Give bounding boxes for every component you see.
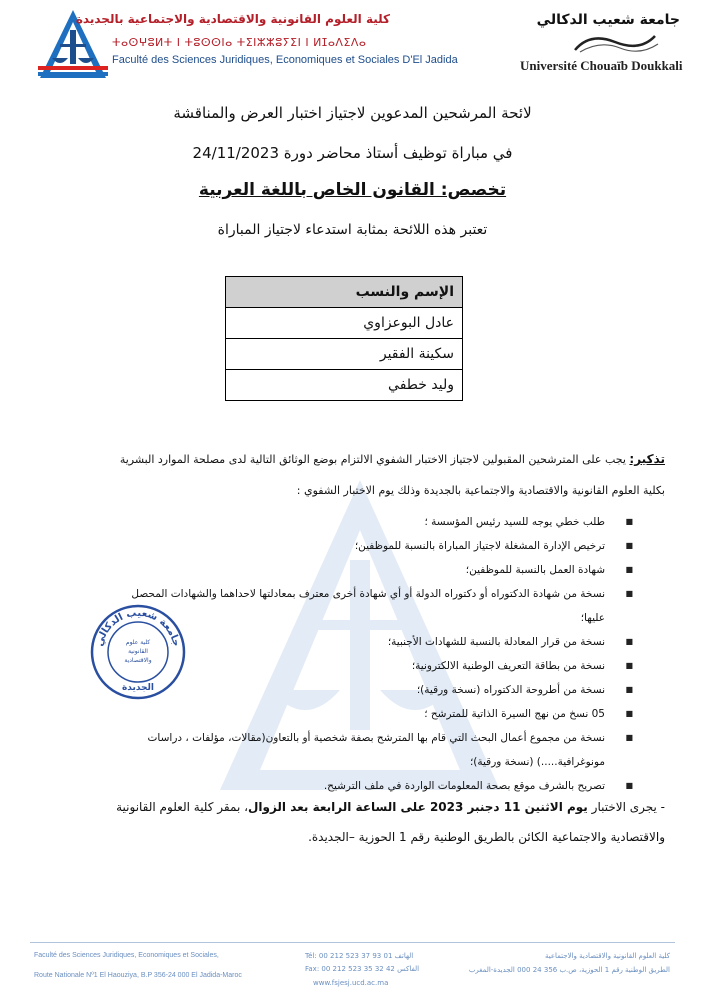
exam-date-line [35,800,665,814]
candidate-name: عادل البوعزاوي [226,308,463,339]
official-stamp [88,602,188,702]
exam-location-line: والاقتصادية والاجتماعية الكائن بالطريق الوطنية رقم 1 الحوزية –الجديدة. [308,830,665,844]
faculty-name-ar: كلية العلوم القانونية والاقتصادية والاجتماعية بالجديدة [75,12,390,26]
table-row [226,370,463,401]
list-item: ■ نسخة من بطاقة التعريف الوطنية الالكترونية؛ [35,654,665,678]
footer-address-fr-1: Faculté des Sciences Juridiques, Economiques et Sociales, [34,952,219,959]
list-item: ■ نسخة من أطروحة الدكتوراه (نسخة ورقية)؛ [35,678,665,702]
list-item-text: نسخة من شهادة الدكتوراه أو دكتوراه الدولة أو أي شهادة أخرى معترف بمعادلتها لاحداهما والشهادات المحصل [131,588,605,600]
list-item-continuation: مونوغرافية.....) (نسخة ورقية)؛ [469,756,605,768]
faculty-name-tifinagh: ⵜⴰⵙⵖⵓⵍⵜ ⵏ ⵜⵓⵙⵙⵏⴰ ⵜⵉⵏⵣⵣⵓⵢⵉⵏ ⵏ ⵍⵊⴰⴷⵉⴷⴰ [112,36,367,49]
stamp-ring-text: جامعة شعيب الدكالي [94,607,182,648]
table-row [226,308,463,339]
speciality-title: تخصص: القانون الخاص باللغة العربية [198,180,507,200]
table-header-cell: الإسم والنسب [226,277,463,308]
footer-divider [30,942,675,943]
convocation-note: تعتبر هذه اللائحة بمثابة استدعاء لاجتياز المباراة [217,222,488,238]
reminder-text-1: يجب على المترشحين المقبولين لاجتياز الاختبار الشفوي الالتزام بوضع الوثائق التالية لدى مصلحة الموارد البشرية [119,453,630,466]
list-item: ■ طلب خطي يوجه للسيد رئيس المؤسسة ؛ [35,510,665,534]
reminder-label: تذكير: [629,452,665,466]
list-item: ■ ترخيص الإدارة المشغلة لاجتياز المباراة بالنسبة للموظفين؛ [35,534,665,558]
reminder-line-2: بكلية العلوم القانونية والاقتصادية والاجتماعية بالجديدة وذلك يوم الاختبار الشفوي : [296,484,665,497]
candidates-table [225,276,463,401]
footer-address-ar-2: الطريق الوطنية رقم 1 الحوزية، ص.ب 356 24 000 الجديدة-المغرب [468,966,670,974]
footer-website-link[interactable]: www.fsjesj.ucd.ac.ma [313,979,389,987]
stamp-inner-line: كلية علوم [125,639,151,646]
doc-subtitle: في مباراة توظيف أستاذ محاضر دورة 24/11/2023 [192,144,513,162]
list-item: ■ تصريح بالشرف موقع بصحة المعلومات الواردة في ملف الترشيح. [35,774,665,798]
stamp-inner-line: والاقتصادية [124,657,152,664]
footer-fax: Fax: 00 212 523 35 32 42 الفاكس [305,965,420,973]
stamp-bottom-text: الجديدة [121,683,155,693]
footer-tel: Tél: 00 212 523 37 93 01 الهاتف [305,952,414,960]
university-logo [570,30,660,54]
university-name-fr: Université Chouaïb Doukkali [520,58,683,73]
list-item: ■ شهادة العمل بالنسبة للموظفين؛ [35,558,665,582]
reminder-line-1 [35,452,665,466]
list-item-text: نسخة من مجموع أعمال البحث التي قام بها المترشح بصفة شخصية أو بالتعاون(مقالات، مؤلفات ، دراسات [147,732,605,744]
candidate-name: وليد خطفي [226,370,463,401]
footer-address-ar-1: كلية العلوم القانونية والاقتصادية والاجتماعية [544,952,670,960]
list-item-continuation: عليها؛ [580,612,605,624]
list-item: ■ 05 نسخ من نهج السيرة الذاتية للمترشح ؛ [35,702,665,726]
stamp-inner-line: القانونية [128,648,148,655]
exam-date-bold: يوم الاثنين 11 دجنبر 2023 على الساعة الرابعة بعد الزوال [247,800,588,814]
doc-title: لائحة المرشحين المدعوين لاجتياز اختبار العرض والمناقشة [173,104,532,122]
table-row [226,339,463,370]
exam-date-prefix: - يجرى الاختبار [587,800,665,814]
faculty-name-fr: Faculté des Sciences Juridiques, Economiques et Sociales D'El Jadida [112,54,458,66]
footer-address-fr-2: Route Nationale Nº1 El Haouziya, B.P 356-24 000 El Jadida-Maroc [34,972,242,979]
candidate-name: سكينة الفقير [226,339,463,370]
university-name-ar: جامعة شعيب الدكالي [536,12,680,28]
table-header-row [226,277,463,308]
list-item: ■ نسخة من قرار المعادلة بالنسبة للشهادات الأجنبية؛ [35,630,665,654]
list-item [35,726,665,774]
exam-date-suffix: ، بمقر كلية العلوم القانونية [116,800,248,814]
